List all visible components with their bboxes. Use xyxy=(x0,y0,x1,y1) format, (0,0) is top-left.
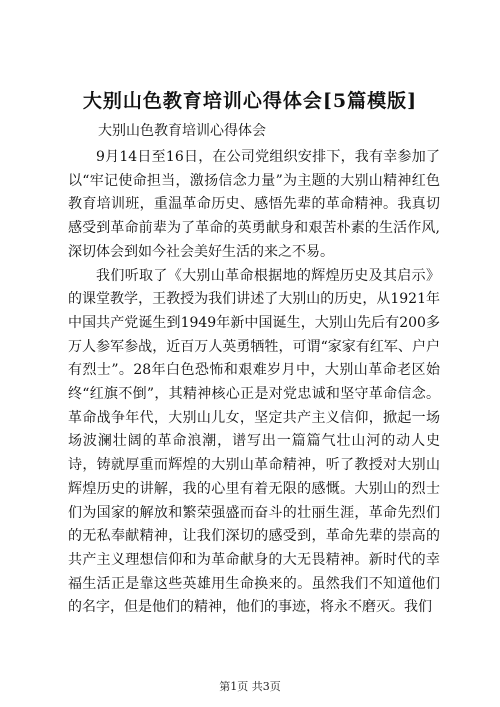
page-footer: 第1页 共3页 xyxy=(219,680,281,693)
document-title: 大别山色教育培训心得体会[5篇模版] xyxy=(82,90,418,112)
document-subtitle: 大别山色教育培训心得体会 xyxy=(98,123,266,139)
paragraph: 9月14日至16日，在公司党组织安排下，我有幸参加了以“牢记使命担当，激扬信念力量”为主题的大别山精神红色教育培训班，重温革命历史、感悟先辈的革命精神。我真切感受到革命前辈为了革命的英勇献身和艰苦朴素的生活作风,深切体会到如今社会美好生活的来之不易。 xyxy=(68,149,440,260)
document-body xyxy=(68,146,440,620)
paragraph: 我们听取了《大别山革命根据地的辉煌历史及其启示》的课堂教学，王教授为我们讲述了大别山的历史，从1921年中国共产党诞生到1949年新中国诞生，大别山先后有200多万人参军参战，近百万人英勇牺牲，可谓“家家有红军、户户有烈士”。28年白色恐怖和艰难岁月中，大别山革命老区始终“红旗不倒”，其精神核心正是对党忠诚和坚守革命信念。革命战争年代，大别山儿女，坚定共产主义信仰，掀起一场场波澜壮阔的革命浪潮，谱写出一篇篇气壮山河的动人史诗，铸就厚重而辉煌的大别山革命精神，听了教授对大别山辉煌历史的讲解，我的心里有着无限的感慨。大别山的烈士们为国家的解放和繁荣强盛而奋斗的壮丽生涯，革命先烈们的无私奉献精神，让我们深切的感受到，革命先辈的崇高的共产主义理想信仰和为革命献身的大无畏精神。新时代的幸福生活正是靠这些英雄用生命换来的。虽然我们不知道他们的名字，但是他们的精神，他们的事迹，将永不磨灭。我们 xyxy=(68,267,440,616)
